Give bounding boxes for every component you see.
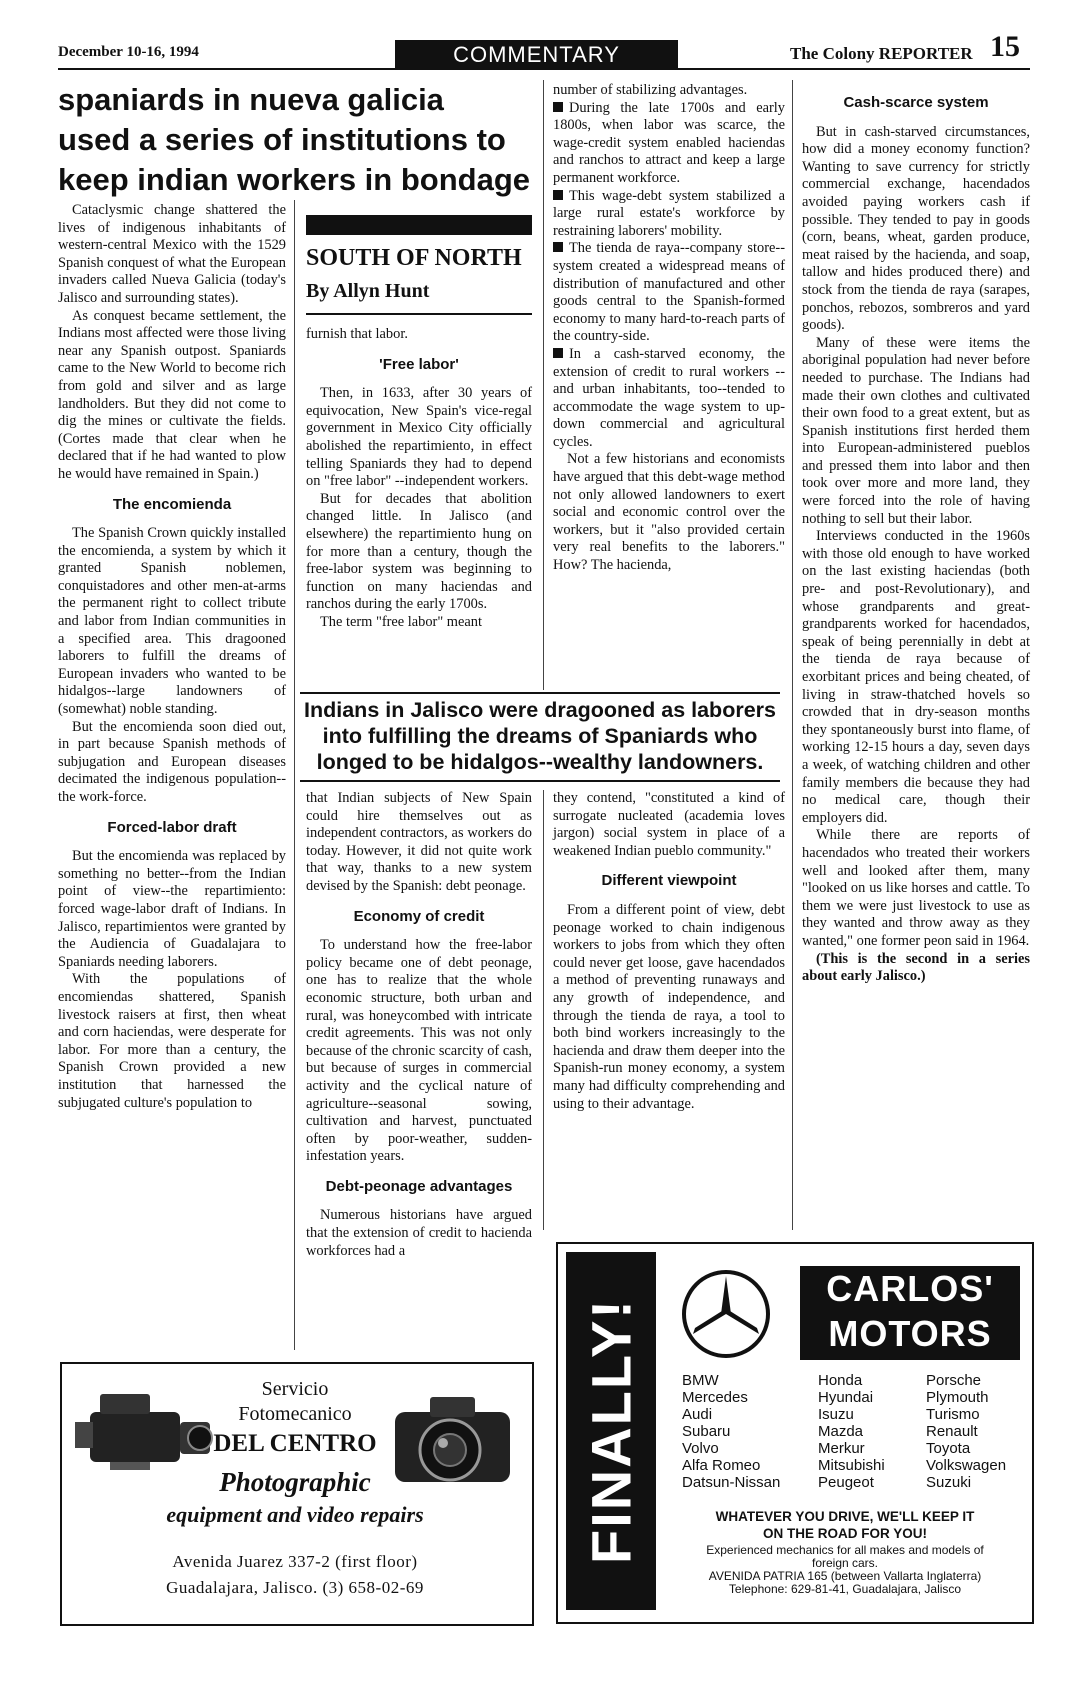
paragraph: number of stabilizing advantages. [553, 82, 748, 98]
article-column-2-lower [306, 790, 532, 1260]
paragraph: furnish that labor. [306, 326, 408, 342]
brand: Honda [818, 1372, 863, 1389]
ad-detail-line: AVENIDA PATRIA 165 (between Vallarta Inglaterra) [708, 1569, 982, 1583]
brand: Turismo [926, 1406, 980, 1423]
bullet-item: This wage-debt system stabilized a large rural estate's workforce by restraining laborers' mobility. [553, 187, 785, 239]
bullet-square [553, 242, 563, 252]
brand-list-2 [818, 1372, 918, 1491]
brand: Renault [926, 1423, 978, 1440]
brand: Audi [682, 1406, 713, 1423]
subhead-economy-of-credit: Economy of credit [353, 907, 485, 925]
paragraph: But in cash-starved circumstances, how did a money economy function? Wanting to save currency for strictly commercial exchange, hacendados avoided paying workers cash if possible. They tended to pay in goods (corn, beans, wheat, garden produce, meat raised by the hacienda, and soap, tallow and hides produced there) and stock from the tienda de raya (sarapes, ponchos, rebozos, sombreros and yard goods). [802, 123, 1030, 334]
bullet-item: The tienda de raya--company store--system created a widespread means of distribution of manufactured and other goods central to the Spanish-formed economy to many hard-to-reach parts of the country-side. [553, 240, 785, 345]
ad-address: Avenida Juarez 337-2 (first floor) [172, 1552, 418, 1571]
ad-tagline-line-1: WHATEVER YOU DRIVE, WE'LL KEEP IT [715, 1509, 975, 1524]
page-number: 15 [990, 30, 1020, 63]
pullquote-rule-bottom [300, 780, 780, 782]
brand: Merkur [818, 1440, 865, 1457]
paragraph: Numerous historians have argued that the extension of credit to hacienda workforces had a [306, 1207, 532, 1259]
section-title: COMMENTARY [395, 40, 678, 70]
brand: Volvo [682, 1440, 719, 1457]
ad-detail-line: Experienced mechanics for all makes and models of [706, 1543, 984, 1557]
bullet-square [553, 348, 563, 358]
paragraph: Interviews conducted in the 1960s with those old enough to have worked on the last existing haciendas (both pre- and post-Revolutionary), and whose grandparents and great-grandparents worked for hacendados, speak of being perennially in debt at the tienda de raya because of exorbitant prices and being cheated, of living in straw-thatched hovels so crowded that in dry-season months they spontaneously burst into flame, of working 12-15 hours a day, seven days a week, of watching children and other family members die because they had no medical care, though their employers did. [802, 528, 1030, 826]
brand-list-3 [926, 1372, 1026, 1491]
article-column-3-upper [553, 82, 785, 575]
headline-line-1: spaniards in nueva galicia [58, 82, 444, 117]
subhead-cash-scarce-system: Cash-scarce system [843, 94, 989, 111]
brand: Toyota [926, 1440, 971, 1457]
byline-author: By Allyn Hunt [306, 280, 430, 302]
header-rule [58, 68, 1030, 70]
ad-detail-line: foreign cars. [811, 1556, 879, 1570]
headline-line-2: used a series of institutions to [58, 122, 506, 157]
paragraph: Then, in 1633, after 30 years of equivocation, New Spain's vice-regal government in Mexico City officially abolished the repartimiento, in effect telling Spaniards they had to depend on "free labor" --independent workers. [306, 385, 532, 490]
paragraph: they contend, "constituted a kind of surrogate nucleated (academia loves jargon) social system in place of a weakened Indian pueblo community." [553, 790, 785, 859]
mercedes-star-icon [676, 1264, 776, 1364]
ad-detail-line: Telephone: 629-81-41, Guadalajara, Jalisco [728, 1582, 962, 1596]
column-rule [543, 790, 544, 1230]
carlos-name-line-2: MOTORS [828, 1313, 992, 1354]
brand: Volkswagen [926, 1457, 1007, 1474]
pullquote-rule-top [300, 692, 780, 694]
paragraph: Many of these were items the aboriginal population had never before needed to purchase. The Indians had made their own clothes and cultivated their own food to a great extent, but as Spanish institutions first herded them into European-administered pueblos and pressed them into labor and then took over more and more land, they were forced into the role of having nothing to sell but their labor. [802, 334, 1030, 527]
finally-text: FINALLY! [579, 1298, 643, 1564]
ad-tagline [670, 1508, 1020, 1542]
paragraph: To understand how the free-labor policy became one of debt peonage, one has to realize that the whole economic structure, both urban and rural, was honeycombed with intricate credit agreements. This was not only because of the chronic scarcity of cash, but because of surges in commercial activity and the cyclical nature of agriculture--seasonal sowing, cultivation and harvest, punctuated often by poor-weather, sudden-infestation years. [306, 937, 532, 1165]
brand: Suzuki [926, 1474, 972, 1491]
bullet-square [553, 102, 563, 112]
paragraph: While there are reports of hacendados who treated their workers well and looked after them, many "looked on us like horses and cattle. To them we were just livestock to use as they wanted and throw away as they wanted," one former peon said in 1964. [802, 827, 1030, 949]
paragraph: The Spanish Crown quickly installed the encomienda, a system by which it granted Spanish noblemen, conquistadores and other men-at-arms the permanent right to collect tribute and labor from Indian communities in a specified area. This dragooned laborers to fulfill the dreams of European invaders who wanted to be hidalgos--large landowners of (somewhat) noble standing. [58, 525, 286, 718]
brand: Mercedes [682, 1389, 748, 1406]
brand: Alfa Romeo [682, 1457, 761, 1474]
ad-tagline-line-2: ON THE ROAD FOR YOU! [762, 1526, 927, 1541]
brand: Isuzu [818, 1406, 854, 1423]
article-column-4 [802, 90, 1030, 986]
byline-bar [306, 215, 532, 235]
series-note: (This is the second in a series about early Jalisco.) [802, 950, 1030, 985]
column-name: SOUTH OF NORTH [306, 245, 522, 271]
article-column-3-lower [553, 790, 785, 1113]
paragraph: But the encomienda was replaced by something no better--from the Indian point of view--the repartimiento: forced wage-labor draft of Indians. In Jalisco, repartimientos were granted by the Audiencia of Guadalajara to Spaniards needing laborers. [58, 848, 286, 970]
paragraph: But the encomienda soon died out, in part because Spanish methods of subjugation and European diseases decimated the indigenous population--the work-force. [58, 718, 286, 805]
carlos-name [800, 1266, 1020, 1356]
article-column-1 [58, 202, 286, 1112]
issue-date: December 10-16, 1994 [58, 44, 199, 60]
ad-photographic: Photographic [219, 1467, 371, 1497]
paragraph: With the populations of encomiendas shattered, Spanish livestock raisers at first, then wheat and corn haciendas, were desperate for labor. For more than a century, the Spanish Crown provided a new institution that harnessed the subjugated culture's population to [58, 971, 286, 1111]
bullet-square [553, 190, 563, 200]
bullet-item: In a cash-starved economy, the extension of credit to rural workers --and urban inhabitants, too--tended to accommodate the wage system to up-down commercial and agricultural cycles. [553, 345, 785, 450]
brand: BMW [682, 1372, 719, 1389]
pullquote-line-3: longed to be hidalgos--wealthy landowners. [316, 750, 764, 774]
paragraph: But for decades that abolition changed little. In Jalisco (and elsewhere) the repartimiento hung on for more than a century, though the free-labor system was beginning to function on many haciendas and ranchos during the early 1700s. [306, 490, 532, 613]
paragraph: that Indian subjects of New Spain could hire themselves out as independent contractors, as workers do today. However, it did not quite work that way, thanks to a new system devised by the Spanish: debt peonage. [306, 790, 532, 894]
byline-rule [306, 313, 532, 315]
ad-city-phone: Guadalajara, Jalisco. (3) 658-02-69 [166, 1578, 424, 1597]
ad-fotomecanico: Fotomecanico [238, 1403, 352, 1425]
brand: Mitsubishi [818, 1457, 885, 1474]
pullquote-line-1: Indians in Jalisco were dragooned as laborers [304, 698, 776, 722]
paragraph: The term "free labor" meant [320, 613, 482, 630]
ad-servicio: Servicio [261, 1378, 329, 1400]
pullquote [300, 697, 780, 775]
ad-equipment-repairs: equipment and video repairs [166, 1502, 424, 1527]
paragraph: Cataclysmic change shattered the lives of indigenous inhabitants of western-central Mexico with the 1529 Spanish conquest of what the European invaders called Nueva Galicia (today's Jalisco and surrounding states). [58, 202, 286, 306]
brand: Hyundai [818, 1389, 874, 1406]
bullet-item: During the late 1700s and early 1800s, when labor was scarce, the wage-credit system enabled haciendas and ranchos to attract and keep a large permanent workforce. [553, 99, 785, 186]
brand: Porsche [926, 1372, 982, 1389]
column-rule [294, 200, 295, 1350]
newspaper-name: The Colony REPORTER [790, 44, 973, 63]
subhead-forced-labor-draft: Forced-labor draft [107, 818, 237, 836]
paragraph: As conquest became settlement, the Indians most affected were those living near any Spanish outpost. Spaniards came to the New World to become rich from gold and silver and as large landholders. But they did not come to dig the mines or cultivate the fields. (Cortes made that clear when he declared that if he had wanted to plow he would have remained in Spain.) [58, 307, 286, 482]
subhead-encomienda: The encomienda [112, 495, 232, 513]
brand: Mazda [818, 1423, 864, 1440]
pullquote-line-2: into fulfilling the dreams of Spaniards who [322, 724, 758, 748]
column-rule [543, 80, 544, 690]
paragraph: Not a few historians and economists have argued that this debt-wage method not only allowed landowners to exert social and economic control over the workers, but it "also provided certain very real benefits to the laborers." How? The hacienda, [553, 451, 785, 574]
brand: Plymouth [926, 1389, 989, 1406]
subhead-debt-peonage-advantages: Debt-peonage advantages [325, 1177, 513, 1195]
ad-business-name: DEL CENTRO [213, 1430, 377, 1457]
subhead-free-labor: 'Free labor' [379, 355, 459, 373]
brand: Datsun-Nissan [682, 1474, 781, 1491]
ad-details [670, 1544, 1020, 1596]
carlos-name-line-1: CARLOS' [826, 1268, 994, 1309]
headline [58, 80, 546, 200]
headline-line-3: keep indian workers in bondage [58, 162, 530, 197]
brand-list-1 [682, 1372, 802, 1491]
paragraph: From a different point of view, debt peonage worked to chain indigenous workers to jobs from which they often could never get loose, gave hacendados a method of preventing runaways and any growth of independence, and through the tienda de raya, a tool to both bind workers increasingly to the hacienda and draw them deeper into the Spanish-run money economy, a system many had difficulty comprehending and using to their advantage. [553, 901, 785, 1112]
article-column-2-upper [306, 326, 532, 632]
brand: Subaru [682, 1423, 731, 1440]
brand: Peugeot [818, 1474, 874, 1491]
subhead-different-viewpoint: Different viewpoint [601, 872, 737, 890]
column-rule [792, 80, 793, 1230]
